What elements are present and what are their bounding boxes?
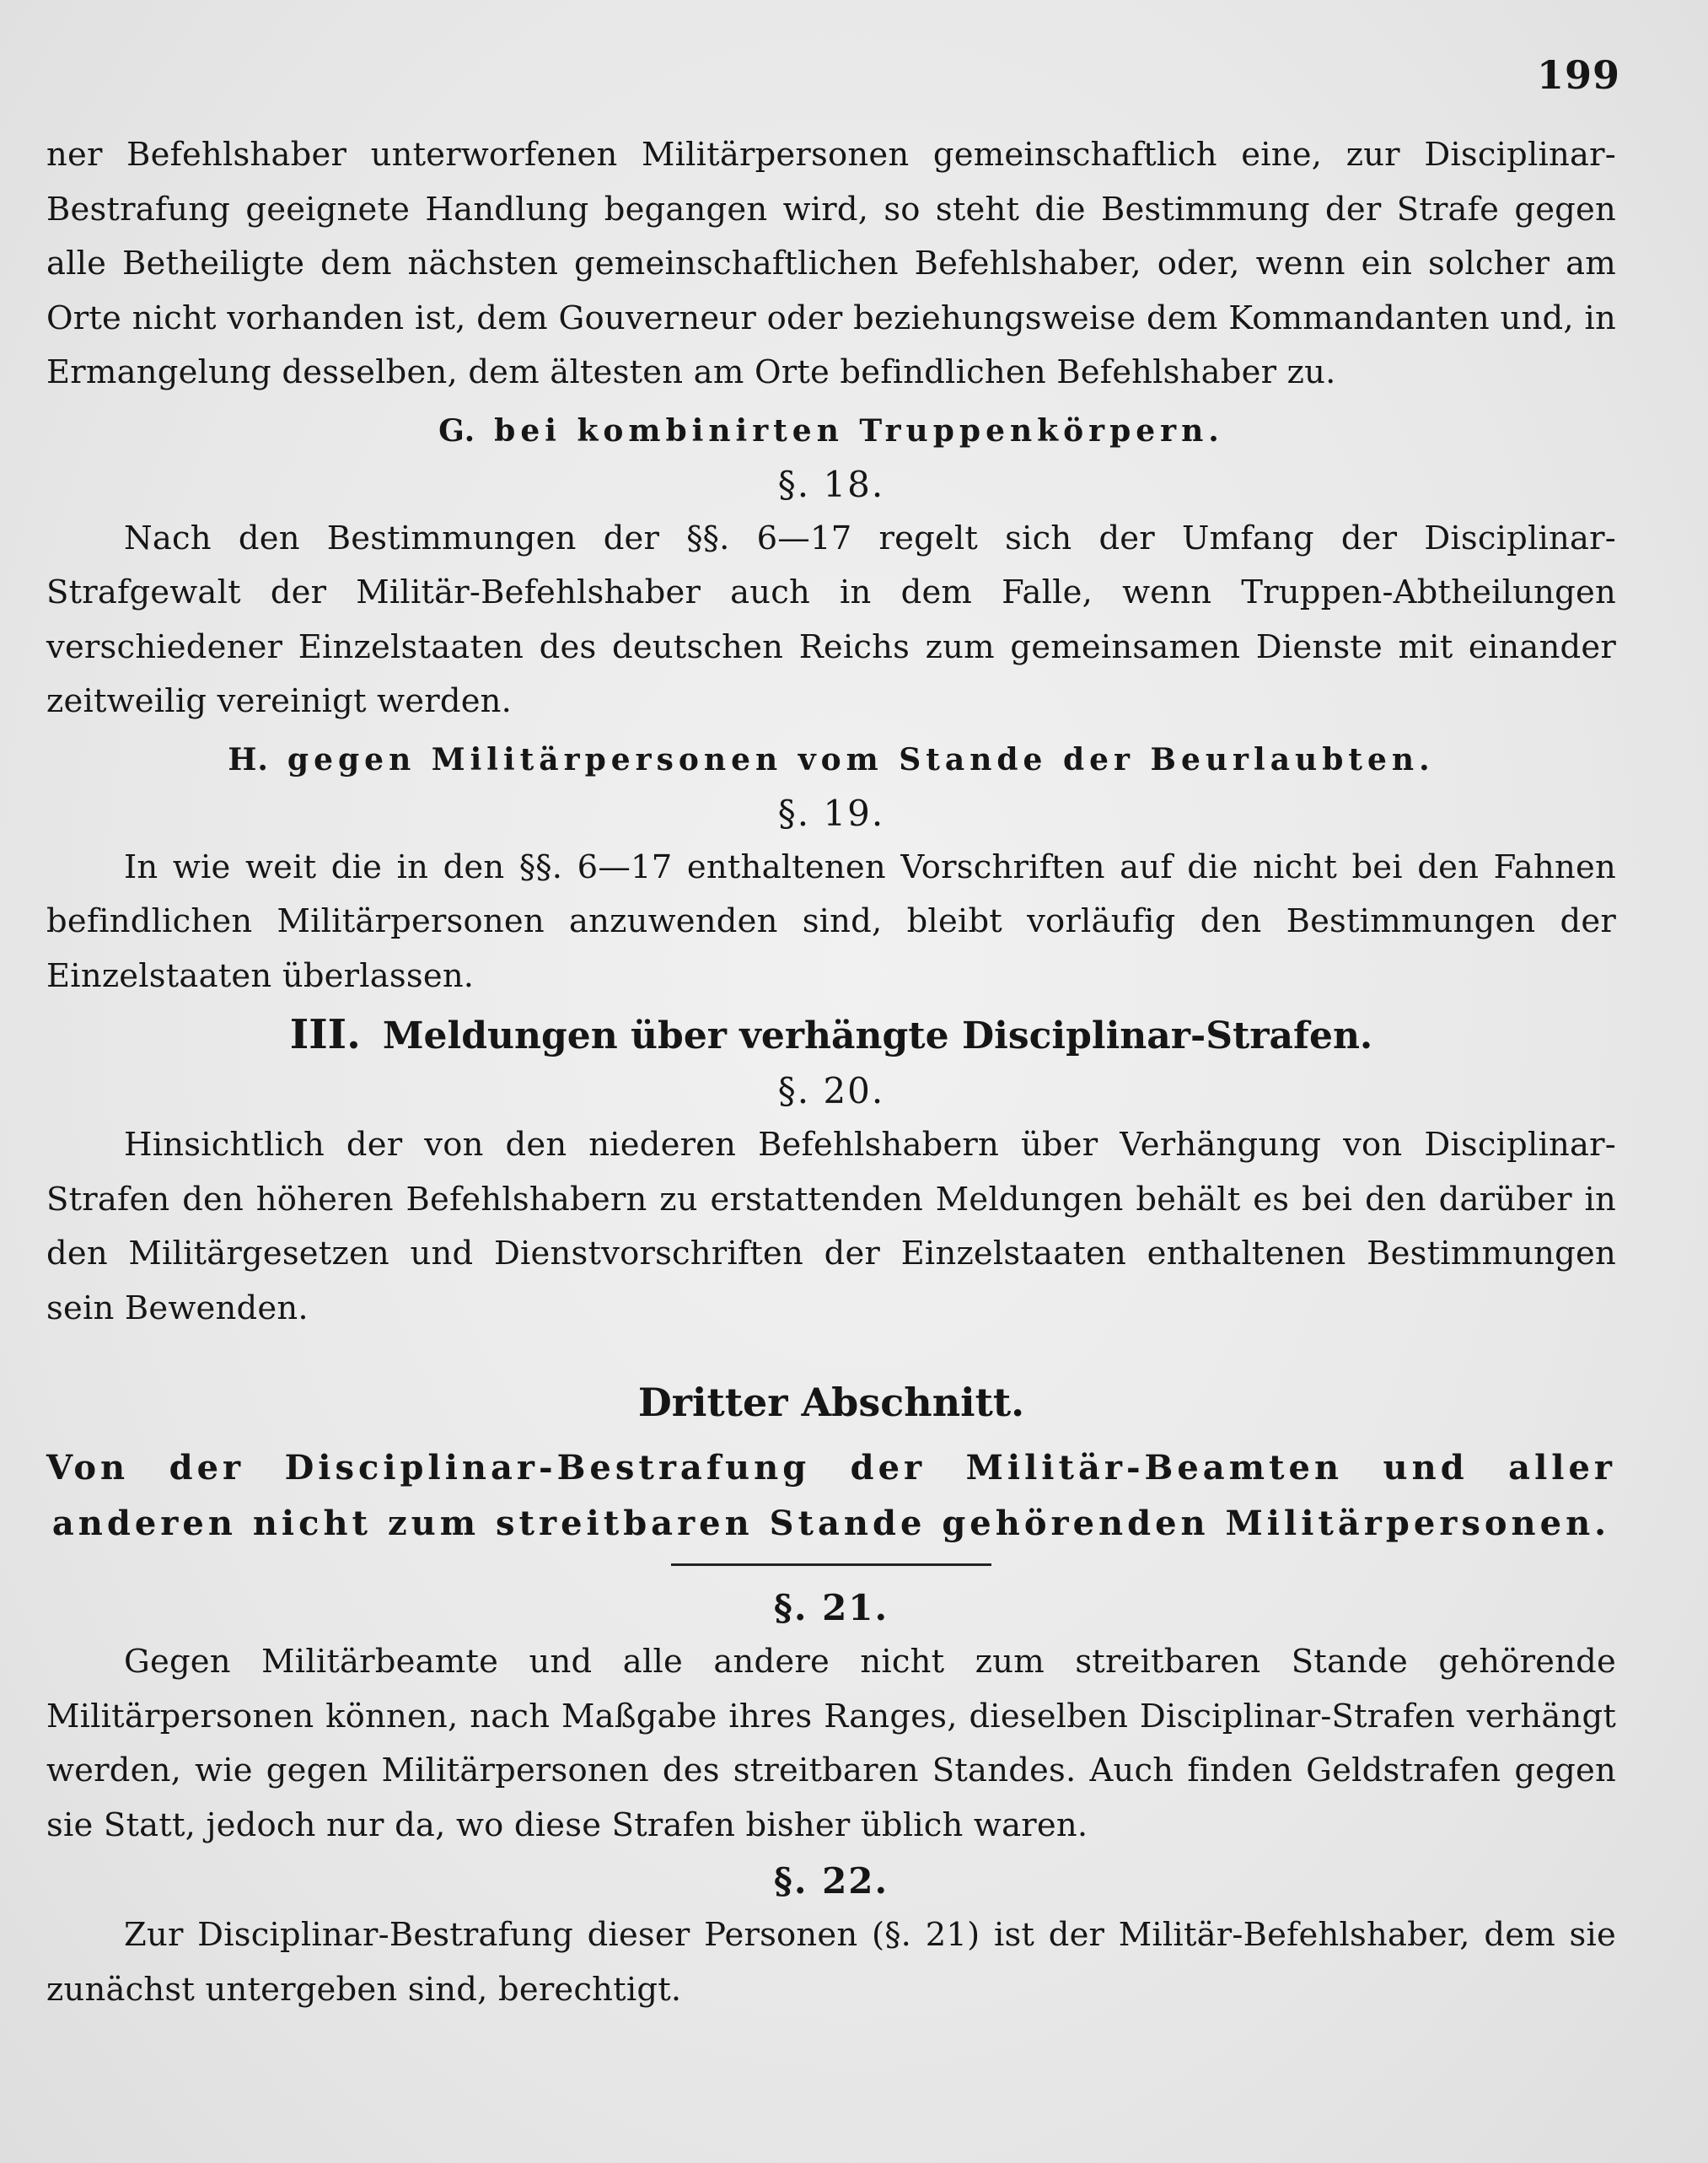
chapter-numeral: III.: [289, 1011, 361, 1058]
subheading-letter: G.: [438, 412, 476, 449]
section-heading-19: §. 19.: [777, 792, 885, 834]
subheading-h: [46, 733, 1616, 787]
section-heading-18: §. 18.: [777, 463, 885, 505]
paragraph-20: Hinsichtlich der von den niederen Befehlshabern über Verhängung von Disciplinar-Strafen den höheren Befehlshabern zu erstattenden Meldungen behält es bei den darüber in den Militärgesetzen und Dienstvorschriften der Einzelstaaten enthaltenen Bestimmungen sein Bewenden.: [46, 1126, 1616, 1327]
part-title: Von der Disciplinar-Bestrafung der Militär-Beamten und aller anderen nicht zum streitbaren Stande gehörenden Militärpersonen.: [46, 1448, 1616, 1543]
paragraph-continued: ner Befehlshaber unterworfenen Militärpersonen gemeinschaftlich eine, zur Disciplinar-Bestrafung geeignete Handlung begangen wird, so steht die Bestimmung der Strafe gegen alle Betheiligte dem nächsten gemeinschaftlichen Befehlshaber, oder, wenn ein solcher am Orte nicht vorhanden ist, dem Gouverneur oder beziehungsweise dem Kommandanten und, in Ermangelung desselben, dem ältesten am Orte befindlichen Befehlshaber zu.: [46, 136, 1616, 391]
subheading-letter: H.: [228, 741, 269, 777]
paragraph-18: Nach den Bestimmungen der §§. 6—17 regelt sich der Umfang der Disciplinar-Strafgewalt der Militär-Befehlshaber auch in dem Falle, wenn Truppen-Abtheilungen verschiedener Einzelstaaten des deutschen Reichs zum gemeinsamen Dienste mit einander zeitweilig vereinigt werden.: [46, 519, 1616, 720]
paragraph-22: Zur Disciplinar-Bestrafung dieser Personen (§. 21) ist der Militär-Befehlshaber, dem sie zunächst untergeben sind, berechtigt.: [46, 1916, 1616, 2009]
separator-rule: [671, 1563, 991, 1566]
chapter-heading: [46, 1007, 1616, 1064]
page-number: 199: [1536, 52, 1620, 98]
paragraph-19: In wie weit die in den §§. 6—17 enthaltenen Vorschriften auf die nicht bei den Fahnen befindlichen Militärpersonen anzuwenden sind, bleibt vorläufig den Bestimmungen der Einzelstaaten überlassen.: [46, 847, 1616, 995]
part-heading: Dritter Abschnitt.: [637, 1380, 1025, 1425]
section-heading-20: §. 20.: [777, 1070, 885, 1111]
section-heading-21: §. 21.: [773, 1587, 889, 1628]
subheading-text: bei kombinirten Truppenkörpern.: [494, 412, 1224, 449]
chapter-title: Meldungen über verhängte Disciplinar-Strafen.: [382, 1014, 1373, 1057]
document-body: [46, 128, 1616, 2017]
subheading-text: gegen Militärpersonen vom Stande der Beurlaubten.: [287, 741, 1435, 777]
paragraph-21: Gegen Militärbeamte und alle andere nicht zum streitbaren Stande gehörende Militärpersonen können, nach Maßgabe ihres Ranges, dieselben Disciplinar-Strafen verhängt werden, wie gegen Militärpersonen des streitbaren Standes. Auch finden Geldstrafen gegen sie Statt, jedoch nur da, wo diese Strafen bisher üblich waren.: [46, 1643, 1616, 1844]
subheading-g: [46, 404, 1616, 458]
section-heading-22: §. 22.: [773, 1860, 889, 1902]
